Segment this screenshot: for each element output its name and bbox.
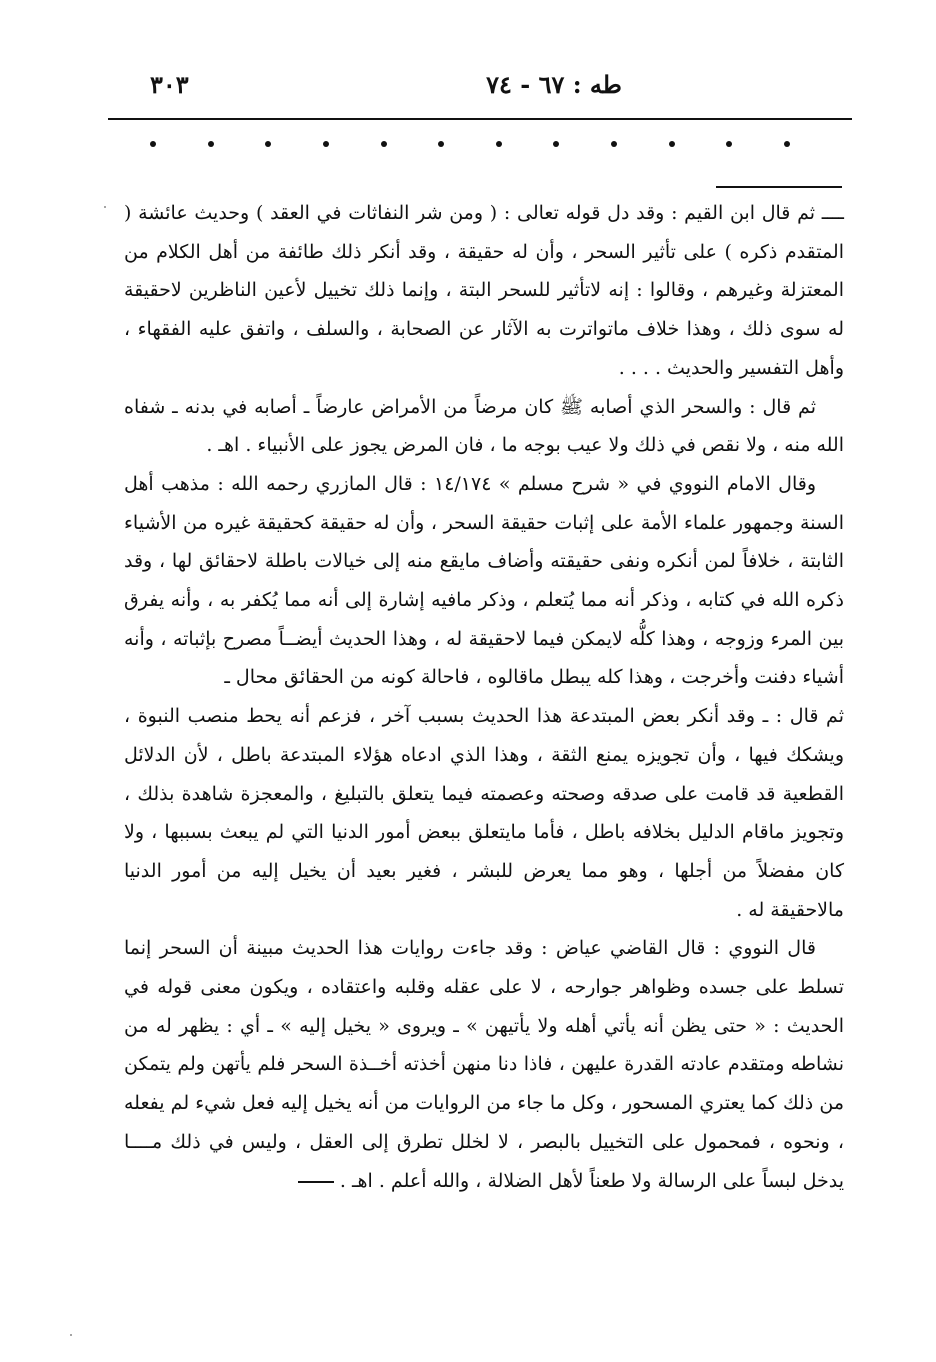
ornament-dot [726,141,732,147]
closing-rule [298,1181,334,1183]
page-number: ٣٠٣ [150,70,189,99]
ornament-dot [496,141,502,147]
ornament-dot [438,141,444,147]
ornament-dot [784,141,790,147]
paragraph-ibn-qayyim: ــــ ثم قال ابن القيم : وقد دل قوله تعالى : ( ومن شر النفاثات في العقد ) وحديث عائشة ( المتقدم ذكره ) على تأثير السحر ، وأن له حقيقة ، وقد أنكر ذلك طائفة من أهل الكلام من المعتزلة وغيرهم ، وقالوا : إنه لاتأثير للسحر البتة ، وإنما ذلك تخييل لأعين الناظرين لاحقيقة له سوى ذلك ، وهذا خلاف ماتواترت به الآثار عن الصحابة ، والسلف ، واتفق عليه الفقهاء ، وأهل التفسير والحديث . . . . [124,202,844,379]
paragraph-qadi-iyad-text: قال النووي : قال القاضي عياض : وقد جاءت روايات هذا الحديث مبينة أن السحر إنما تسلط على جسده وظواهر جوارحه ، لا على عقله وقلبه واعتقاده ، ويكون معنى قوله في الحديث : « حتى يظن أنه يأتي أهله ولا يأتيهن » ـ ويروى « يخيل إليه » ـ أي : يظهر له من نشاطه ومتقدم عادته القدرة عليهن ، فاذا دنا منهن أخذته أخــذة السحر فلم يأتهن ولم يتمكن من ذلك كما يعتري المسحور ، وكل ما جاء من الروايات من أنه يخيل إليه فعل شيء لم يفعله ، ونحوه ، فمحمول على التخييل بالبصر ، لا لخلل تطرق إلى العقل ، وليس في ذلك مــــا يدخل لبساً على الرسالة ولا طعناً لأهل الضلالة ، والله أعلم . اهـ . [124,937,844,1192]
header-rule [108,118,852,120]
scan-speck [104,206,106,208]
ornamental-dots-row [150,141,790,147]
ornament-dot [553,141,559,147]
ornament-dot [611,141,617,147]
ornament-dot [669,141,675,147]
ornament-dot [323,141,329,147]
ornament-dot [265,141,271,147]
scan-speck [70,1334,72,1336]
footnote-separator-rule [716,186,842,188]
ornament-dot [150,141,156,147]
ornament-dot [208,141,214,147]
ornament-dot [381,141,387,147]
running-head: طه : ٦٧ - ٧٤ [486,70,622,99]
page-header [108,60,852,100]
paragraph-mubtadia: ثم قال : ـ وقد أنكر بعض المبتدعة هذا الحديث بسبب آخر ، فزعم أنه يحط منصب النبوة ، ويشكك فيها ، وأن تجويزه يمنع الثقة ، وهذا الذي ادعاه هؤلاء المبتدعة باطل ، لأن الدلائل القطعية قد قامت على صدقه وصحته وعصمته فيما يتعلق بالتبليغ ، والمعجزة شاهدة بذلك ، وتجويز ماقام الدليل بخلافه باطل ، فأما مايتعلق ببعض أمور الدنيا التي لم يبعث بسببها ، ولا كان مفضلاً من أجلها ، وهو مما يعرض للبشر ، فغير بعيد أن يخيل إليه من أمور الدنيا مالاحقيقة له . [124,705,844,921]
paragraph-then-said: ثم قال : والسحر الذي أصابه ﷺ كان مرضاً من الأمراض عارضاً ـ أصابه في بدنه ـ شفاه الله منه ، ولا نقص في ذلك ولا عيب بوجه ما ، فان المرض يجوز على الأنبياء . اهـ . [124,395,844,457]
paragraph-qadi-iyad [124,929,844,1200]
footnote-body [124,194,844,1200]
paragraph-nawawi: وقال الامام النووي في « شرح مسلم » ١٤/١٧٤ : قال المازري رحمه الله : مذهب أهل السنة وجمهور علماء الأمة على إثبات حقيقة السحر ، وأن له حقيقة كحقيقة غيره من الأشياء الثابتة ، خلافاً لمن أنكره ونفى حقيقته وأضاف مايقع منه إلى خيالات باطلة لاحقائق لها ، وقد ذكره الله في كتابه ، وذكر أنه مما يُتعلم ، وذكر مافيه إشارة إلى أنه مما يُكفر به ، وأنه يفرق بين المرء وزوجه ، وهذا كلُّه لايمكن فيما لاحقيقة له ، وهذا الحديث أيضــاً مصرح بإثباته ، وأنه أشياء دفنت وأخرجت ، وهذا كله يبطل ماقالوه ، فاحالة كونه من الحقائق محال ـ [124,472,844,689]
